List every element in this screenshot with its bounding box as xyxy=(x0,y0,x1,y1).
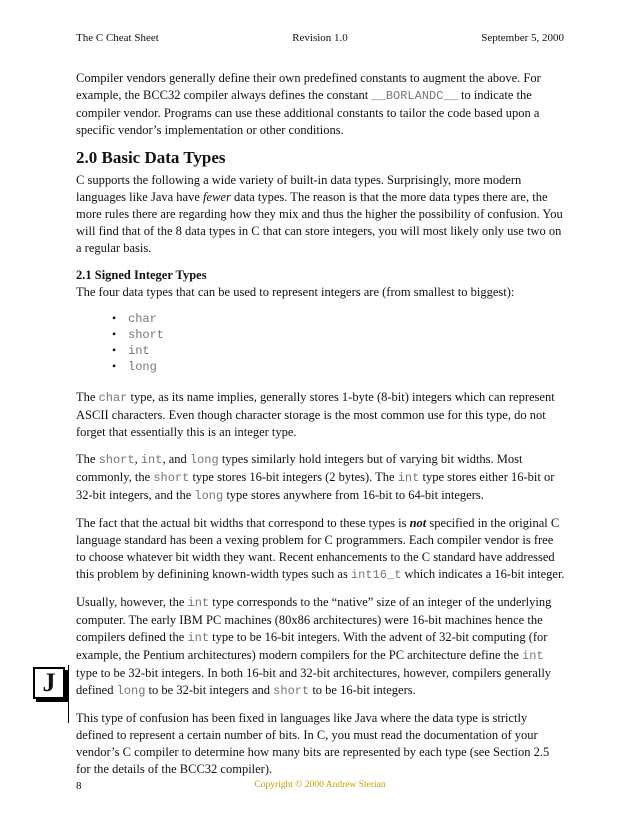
native-size-paragraph: Usually, however, the int type corresponds to the “native” size of an integer of the underlying computer. The early IBM PC machines (80x86 architectures) were 16-bit machines hence the compilers defined the int type to be 16-bit integers. With the advent of 32-bit computing (for example, the Pentium architectures) modern compilers for the PC architecture define the int type to be 32-bit integers. In both 16-bit and 32-bit architectures, however, compilers generally defined long to be 32-bit integers and short to be 16-bit integers. xyxy=(76,595,552,698)
char-paragraph: The char type, as its name implies, generally stores 1-byte (8-bit) integers which can represent ASCII characters. Even though character storage is the most common use for this type, do not forget that essentially this is an integer type. xyxy=(76,390,555,439)
page-body xyxy=(76,70,566,788)
short-int-long-paragraph: The short, int, and long types similarly hold integers but of varying bit widths. Most commonly, the short type stores 16-bit integers (2 bytes). The int type stores either 16-bit or 32-bit integers, and the long type stores anywhere from 16-bit to 64-bit integers. xyxy=(76,452,555,503)
integer-type-list xyxy=(112,311,566,375)
running-header xyxy=(76,32,564,44)
java-note-paragraph: This type of confusion has been fixed in languages like Java where the data type is strictly defined to represent a certain number of bits. In C, you must read the documentation of your vendor’s C compiler to determine how many bits are represented by each type (see Section 2.5 for the details of the BCC32 compiler). xyxy=(76,711,550,776)
list-item: • int xyxy=(112,343,150,358)
header-date: September 5, 2000 xyxy=(481,32,564,44)
list-item: • long xyxy=(112,359,157,374)
java-note-icon: J xyxy=(33,667,65,699)
list-item: • char xyxy=(112,311,157,326)
copyright-notice: Copyright © 2000 Andrew Sterian xyxy=(254,780,386,790)
note-divider xyxy=(68,665,69,723)
subsection-heading-signed-int: 2.1 Signed Integer Types xyxy=(76,268,207,282)
list-item: • short xyxy=(112,327,165,342)
bit-width-paragraph: The fact that the actual bit widths that correspond to these types is not specified in the original C language standard has been a vexing problem for C programmers. Each compiler vendor is free to choose whatever bit width they want. Recent enhancements to the C standard have addressed this problem by definining known-width types such as int16_t which indicates a 16-bit integer. xyxy=(76,516,565,582)
header-revision: Revision 1.0 xyxy=(292,32,348,44)
signed-int-intro: The four data types that can be used to represent integers are (from smallest to biggest): xyxy=(76,285,515,299)
section-heading-basic-types: 2.0 Basic Data Types xyxy=(76,148,226,167)
basic-types-paragraph: C supports the following a wide variety of built-in data types. Surprisingly, more modern languages like Java have fewer data types. The reason is that the more data types there are, the more rules there are regarding how they mix and thus the higher the possibility of confusion. You will find that of the 8 data types in C that can store integers, you will most likely only use two on a regular basis. xyxy=(76,173,563,255)
page-number: 8 xyxy=(76,780,82,792)
header-title: The C Cheat Sheet xyxy=(76,32,159,44)
intro-paragraph: Compiler vendors generally define their own predefined constants to augment the above. For example, the BCC32 compiler always defines the constant __BORLANDC__ to indicate the compiler vendor. Programs can use these additional constants to tailor the code based upon a specific vendor’s implementation or other conditions. xyxy=(76,71,541,137)
